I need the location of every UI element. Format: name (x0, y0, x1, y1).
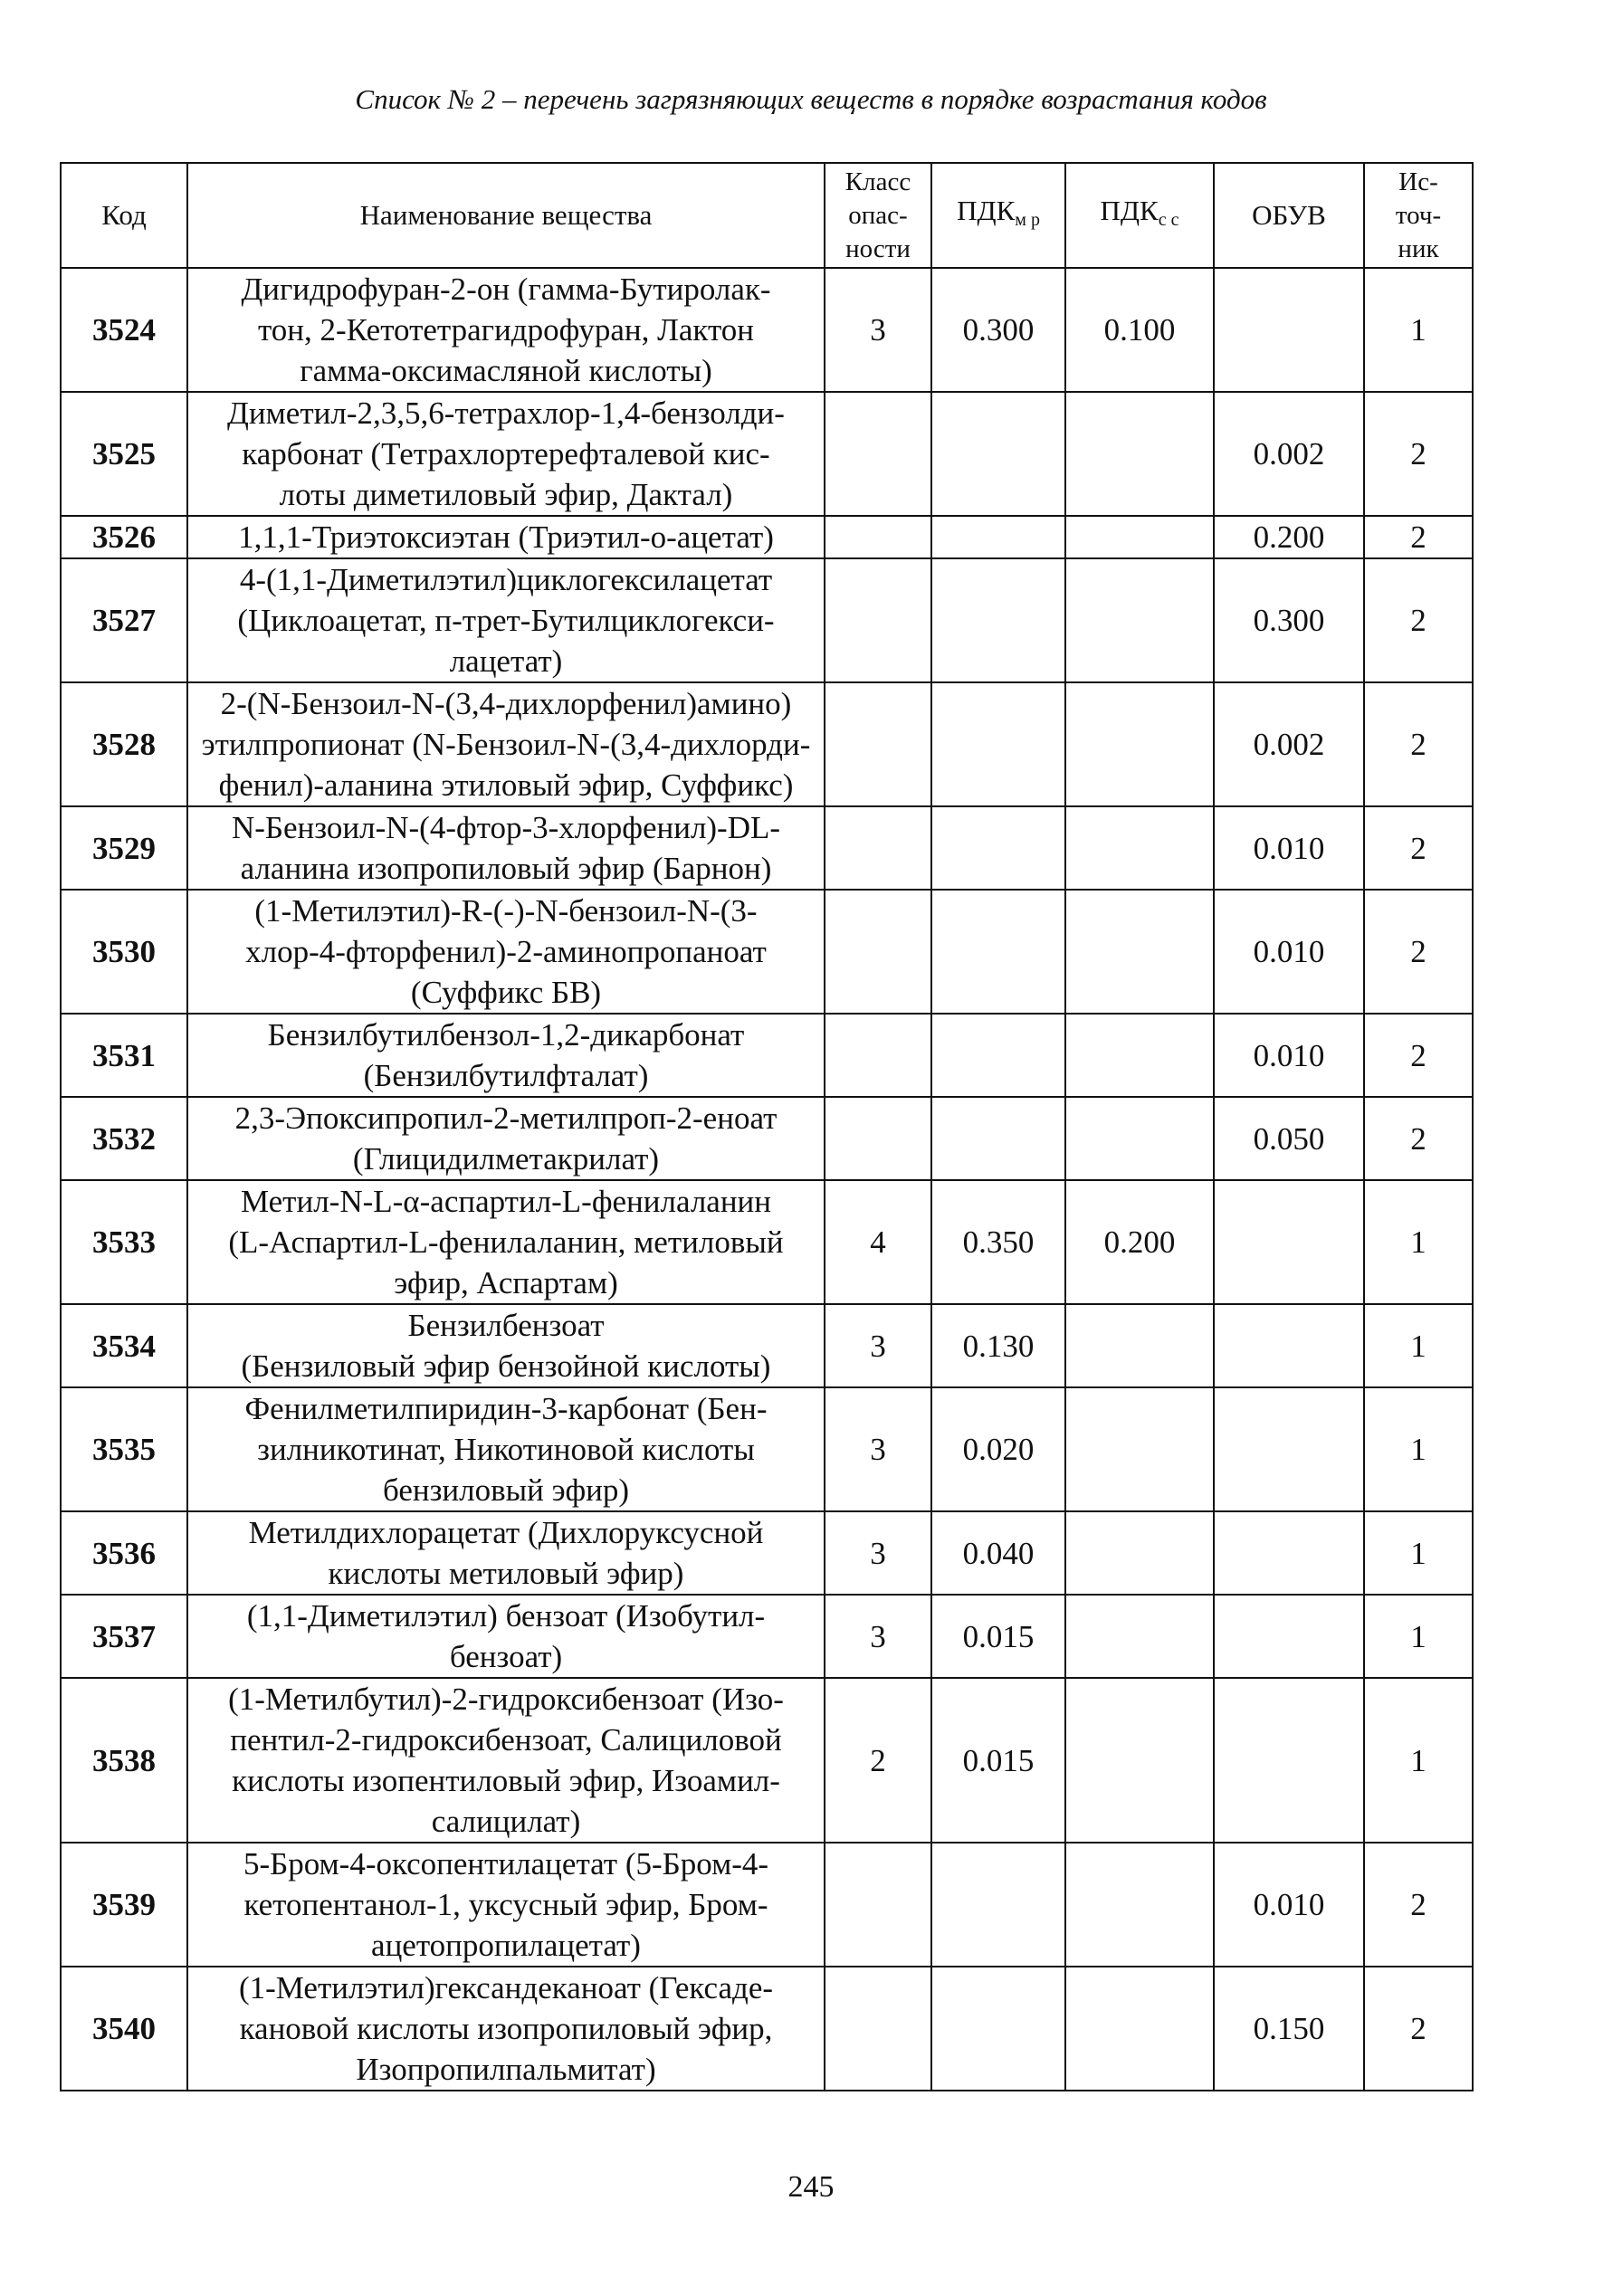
pdk-ss-cell (1065, 558, 1214, 682)
hazard-class-cell: 3 (825, 1595, 931, 1678)
source-cell: 2 (1364, 1967, 1473, 2091)
source-cell: 2 (1364, 558, 1473, 682)
code-cell: 3536 (61, 1511, 187, 1595)
name-line: лацетат) (449, 643, 563, 679)
pdk-ss-cell (1065, 1595, 1214, 1678)
code-cell: 3531 (61, 1014, 187, 1097)
obuv-cell: 0.010 (1214, 1843, 1364, 1967)
name-line: 1,1,1-Триэтоксиэтан (Триэтил-о-ацетат) (238, 519, 774, 555)
obuv-cell: 0.010 (1214, 1014, 1364, 1097)
name-cell (187, 1180, 825, 1304)
table-row (61, 516, 1473, 558)
pdk-ss-cell: 0.200 (1065, 1180, 1214, 1304)
header-row (61, 163, 1473, 268)
name-line: бензиловый эфир) (382, 1472, 630, 1508)
pdk-mr-cell (931, 516, 1065, 558)
source-cell: 1 (1364, 1180, 1473, 1304)
name-line: (Циклоацетат, п-трет-Бутилциклогекси- (237, 603, 775, 638)
pdk-ss-cell (1065, 806, 1214, 890)
pdk-ss-cell (1065, 1967, 1214, 2091)
pdk-ss-cell (1065, 890, 1214, 1014)
pdk-mr-cell: 0.015 (931, 1595, 1065, 1678)
obuv-cell (1214, 1595, 1364, 1678)
header-name: Наименование вещества (187, 163, 825, 268)
name-line: 4-(1,1-Диметилэтил)циклогексилацетат (239, 562, 773, 597)
source-cell: 1 (1364, 1304, 1473, 1387)
pdk-ss-cell (1065, 1304, 1214, 1387)
code-cell: 3528 (61, 682, 187, 806)
source-cell: 2 (1364, 516, 1473, 558)
table-row (61, 1180, 1473, 1304)
pdk-mr-cell: 0.300 (931, 268, 1065, 392)
name-line: (Глицидилметакрилат) (352, 1141, 660, 1177)
name-cell (187, 1678, 825, 1843)
obuv-cell (1214, 1511, 1364, 1595)
name-line: (1-Метилэтил)-R-(-)-N-бензоил-N-(3- (254, 893, 758, 929)
code-cell: 3534 (61, 1304, 187, 1387)
pdk-mr-cell (931, 806, 1065, 890)
obuv-cell: 0.002 (1214, 392, 1364, 516)
pdk-mr-cell (931, 558, 1065, 682)
pdk-ss-cell (1065, 1511, 1214, 1595)
obuv-cell: 0.050 (1214, 1097, 1364, 1180)
source-cell: 2 (1364, 392, 1473, 516)
pdk-ss-cell (1065, 1387, 1214, 1511)
header-hazard-class: Класс опас- ности (825, 163, 931, 268)
name-line: Метилдихлорацетат (Дихлоруксусной (248, 1515, 764, 1550)
name-line: 2-(N-Бензоил-N-(3,4-дихлорфенил)амино) (220, 686, 792, 721)
code-cell: 3530 (61, 890, 187, 1014)
table-row (61, 392, 1473, 516)
hazard-class-cell: 3 (825, 1387, 931, 1511)
name-line: (Бензилбутилфталат) (363, 1058, 649, 1093)
name-line: ацетопропилацетат) (371, 1928, 641, 1963)
page-title: Список № 2 – перечень загрязняющих веществ в порядке возрастания кодов (355, 83, 1267, 115)
name-line: Метил-N-L-α-аспартил-L-фенилаланин (240, 1184, 772, 1219)
name-line: эфир, Аспартам) (394, 1265, 618, 1300)
source-cell: 2 (1364, 890, 1473, 1014)
name-line: Дигидрофуран-2-он (гамма-Бутиролак- (241, 272, 771, 307)
name-line: тон, 2-Кетотетрагидрофуран, Лактон (257, 312, 755, 348)
obuv-cell (1214, 1387, 1364, 1511)
name-line: Фенилметилпиридин-3-карбонат (Бен- (244, 1391, 768, 1426)
obuv-cell: 0.150 (1214, 1967, 1364, 2091)
pdk-mr-cell: 0.040 (931, 1511, 1065, 1595)
name-cell (187, 1097, 825, 1180)
code-cell: 3532 (61, 1097, 187, 1180)
table-row (61, 1014, 1473, 1097)
name-line: лоты диметиловый эфир, Дактал) (279, 477, 733, 512)
pdk-ss-cell: 0.100 (1065, 268, 1214, 392)
header-pdk-ss: $ПДК_{с с}$ (1065, 163, 1214, 268)
name-cell (187, 558, 825, 682)
table-row (61, 268, 1473, 392)
pdk-mr-cell (931, 392, 1065, 516)
pdk-mr-cell (931, 1843, 1065, 1967)
hazard-class-cell: 4 (825, 1180, 931, 1304)
obuv-cell: 0.010 (1214, 890, 1364, 1014)
obuv-cell: 0.200 (1214, 516, 1364, 558)
name-line: кислоты изопентиловый эфир, Изоамил- (232, 1763, 780, 1798)
name-line: (1-Метилэтил)гександеканоат (Гексаде- (238, 1970, 774, 2005)
name-line: аланина изопропиловый эфир (Барнон) (240, 851, 772, 886)
name-line: кановой кислоты изопропиловый эфир, (239, 2011, 773, 2046)
name-line: фенил)-аланина этиловый эфир, Суффикс) (218, 767, 794, 803)
name-line: Диметил-2,3,5,6-тетрахлор-1,4-бензолди- (227, 395, 785, 431)
name-line: 5-Бром-4-оксопентилацетат (5-Бром-4- (243, 1846, 769, 1882)
name-cell (187, 1843, 825, 1967)
name-cell (187, 890, 825, 1014)
pdk-ss-cell (1065, 1843, 1214, 1967)
name-line: (1-Метилбутил)-2-гидроксибензоат (Изо- (228, 1682, 784, 1717)
header-code: Код (61, 163, 187, 268)
hazard-class-cell: 3 (825, 1511, 931, 1595)
table-row (61, 1843, 1473, 1967)
code-cell: 3535 (61, 1387, 187, 1511)
hazard-class-cell: 3 (825, 1304, 931, 1387)
name-line: 2,3-Эпоксипропил-2-метилпроп-2-еноат (234, 1100, 778, 1136)
obuv-cell: 0.300 (1214, 558, 1364, 682)
name-cell (187, 1967, 825, 2091)
header-obuv: ОБУВ (1214, 163, 1364, 268)
table-row (61, 1595, 1473, 1678)
hazard-class-cell (825, 890, 931, 1014)
hazard-class-cell (825, 1097, 931, 1180)
pdk-mr-cell (931, 1014, 1065, 1097)
name-line: (Бензиловый эфир бензойной кислоты) (241, 1348, 771, 1384)
name-line: карбонат (Тетрахлортерефталевой кис- (242, 436, 770, 472)
pdk-mr-cell (931, 890, 1065, 1014)
source-cell: 2 (1364, 806, 1473, 890)
name-line: (1,1-Диметилэтил) бензоат (Изобутил- (246, 1598, 766, 1634)
name-line: Бензилбензоат (407, 1308, 605, 1343)
pdk-ss-cell (1065, 1014, 1214, 1097)
code-cell: 3540 (61, 1967, 187, 2091)
name-line: (Суффикс БВ) (410, 975, 602, 1010)
source-cell: 2 (1364, 682, 1473, 806)
name-line: пентил-2-гидроксибензоат, Салициловой (230, 1722, 782, 1758)
name-cell (187, 516, 825, 558)
hazard-class-cell (825, 1967, 931, 2091)
name-line: Изопропилпальмитат) (356, 2052, 656, 2087)
name-line: хлор-4-фторфенил)-2-аминопропаноат (245, 934, 767, 969)
pdk-mr-cell (931, 1097, 1065, 1180)
header-source: Ис- точ- ник (1364, 163, 1473, 268)
name-cell (187, 1304, 825, 1387)
name-cell (187, 1511, 825, 1595)
name-cell (187, 682, 825, 806)
source-cell: 2 (1364, 1014, 1473, 1097)
hazard-class-cell (825, 682, 931, 806)
obuv-cell (1214, 1180, 1364, 1304)
name-line: салицилат) (431, 1804, 581, 1839)
pdk-ss-cell (1065, 1097, 1214, 1180)
source-cell: 2 (1364, 1097, 1473, 1180)
name-line: кетопентанол-1, уксусный эфир, Бром- (243, 1887, 768, 1922)
name-line: (L-Аспартил-L-фенилаланин, метиловый (228, 1224, 784, 1260)
table-row (61, 1387, 1473, 1511)
source-cell: 1 (1364, 1595, 1473, 1678)
hazard-class-cell: 2 (825, 1678, 931, 1843)
pdk-mr-cell: 0.015 (931, 1678, 1065, 1843)
hazard-class-cell (825, 806, 931, 890)
pdk-mr-cell: 0.130 (931, 1304, 1065, 1387)
source-cell: 1 (1364, 268, 1473, 392)
code-cell: 3526 (61, 516, 187, 558)
name-line: бензоат) (449, 1639, 563, 1674)
table-row (61, 682, 1473, 806)
pdk-ss-cell (1065, 682, 1214, 806)
hazard-class-cell (825, 392, 931, 516)
code-cell: 3537 (61, 1595, 187, 1678)
name-cell (187, 392, 825, 516)
table-row (61, 890, 1473, 1014)
name-cell (187, 1014, 825, 1097)
hazard-class-cell (825, 1843, 931, 1967)
table-row (61, 806, 1473, 890)
table-row (61, 1678, 1473, 1843)
name-cell (187, 268, 825, 392)
substances-table (60, 162, 1474, 2091)
name-line: N-Бензоил-N-(4-фтор-3-хлорфенил)-DL- (231, 810, 781, 845)
name-line: гамма-оксимасляной кислоты) (300, 353, 712, 388)
table-row (61, 1967, 1473, 2091)
hazard-class-cell: 3 (825, 268, 931, 392)
name-line: кислоты метиловый эфир) (328, 1556, 684, 1591)
header-pdk-mr: $ПДК_{м р}$ (931, 163, 1065, 268)
pdk-mr-cell: 0.020 (931, 1387, 1065, 1511)
code-cell: 3524 (61, 268, 187, 392)
name-cell (187, 1595, 825, 1678)
name-line: этилпропионат (N-Бензоил-N-(3,4-дихлорди- (201, 727, 811, 762)
source-cell: 1 (1364, 1678, 1473, 1843)
pdk-ss-cell (1065, 1678, 1214, 1843)
pdk-mr-cell (931, 1967, 1065, 2091)
name-line: зилникотинат, Никотиновой кислоты (257, 1432, 755, 1467)
code-cell: 3527 (61, 558, 187, 682)
name-cell (187, 1387, 825, 1511)
hazard-class-cell (825, 1014, 931, 1097)
code-cell: 3533 (61, 1180, 187, 1304)
table-row (61, 1511, 1473, 1595)
table-row (61, 1304, 1473, 1387)
pdk-mr-cell: 0.350 (931, 1180, 1065, 1304)
name-cell (187, 806, 825, 890)
pdk-ss-cell (1065, 392, 1214, 516)
pdk-mr-cell (931, 682, 1065, 806)
code-cell: 3539 (61, 1843, 187, 1967)
obuv-cell (1214, 268, 1364, 392)
code-cell: 3529 (61, 806, 187, 890)
obuv-cell: 0.002 (1214, 682, 1364, 806)
pdk-ss-cell (1065, 516, 1214, 558)
table-row (61, 1097, 1473, 1180)
page-number: 245 (787, 2170, 835, 2204)
hazard-class-cell (825, 516, 931, 558)
code-cell: 3525 (61, 392, 187, 516)
obuv-cell (1214, 1304, 1364, 1387)
hazard-class-cell (825, 558, 931, 682)
source-cell: 1 (1364, 1387, 1473, 1511)
obuv-cell: 0.010 (1214, 806, 1364, 890)
obuv-cell (1214, 1678, 1364, 1843)
code-cell: 3538 (61, 1678, 187, 1843)
name-line: Бензилбутилбензол-1,2-дикарбонат (267, 1017, 745, 1053)
source-cell: 2 (1364, 1843, 1473, 1967)
source-cell: 1 (1364, 1511, 1473, 1595)
table-row (61, 558, 1473, 682)
